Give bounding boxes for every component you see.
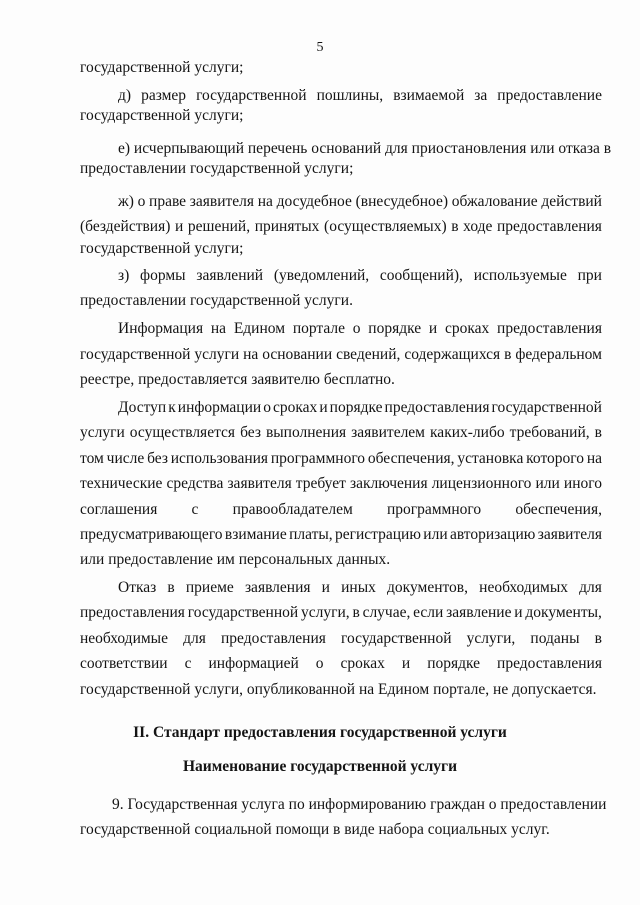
word: досудебное [276,193,352,210]
word: услуги [80,424,125,441]
text-line [80,654,602,674]
word: программного [270,450,366,467]
text-line [118,398,602,418]
text-line [80,474,602,494]
word: действий [541,193,602,210]
text-line [80,603,602,623]
word: сроках [272,399,318,416]
text-line: государственной услуги; [80,240,244,257]
word: услуги, [466,630,516,647]
word: предоставления [497,320,602,337]
word: о [137,193,146,210]
word: сообщений), [379,267,463,284]
word: установка [457,450,524,467]
word: осуществляется [129,424,236,441]
word: иного [563,475,602,492]
word: предоставления [497,655,602,672]
word: принятых [254,218,320,235]
word: Доступ [118,399,167,416]
word: основании [262,346,333,363]
word: необходимых [479,579,568,596]
word: и [174,218,184,235]
word: сведений, [336,346,401,363]
word: для [579,579,602,596]
text-line [80,449,602,469]
word: порядке [329,399,383,416]
text-line: предоставлении государственной услуги; [80,160,354,177]
word: и [514,604,523,621]
word: требований, [509,424,590,441]
word: ходе [463,218,493,235]
word: поданы [530,630,580,647]
word: государственной [491,399,602,416]
word: лицензионного [431,475,532,492]
text-line [118,319,602,339]
text-line [80,423,602,443]
text-line [80,525,602,545]
text-line [80,500,602,520]
word: к [168,399,176,416]
word: заявителя [537,526,602,543]
word: заявление [446,604,512,621]
word: сроках [444,320,490,337]
word: портале [292,320,345,337]
text-line [118,86,602,106]
word: за [474,87,488,104]
word: о [263,399,271,416]
word: Информация [118,320,204,337]
word: требует [295,475,346,492]
word: предоставления [220,630,326,647]
word: содержащихся [404,346,501,363]
word: заявителя [189,193,255,210]
word: документов, [387,579,469,596]
word: необходимые [80,630,168,647]
text-line: е) исчерпывающий перечень оснований для приостановления или отказа в [118,140,612,157]
word: каких-либо [430,424,505,441]
text-line: государственной услуги; [80,107,244,124]
word: решений, [187,218,251,235]
word: пошлины, [316,87,384,104]
text-line [80,629,602,649]
word: порядке [427,655,481,672]
word: предоставления [497,218,602,235]
word: в [594,424,602,441]
word: и [319,399,328,416]
word: иных [341,579,376,596]
word: и [428,320,438,337]
word: предусматривающего [80,526,223,543]
text-line: государственной услуги, опубликованной на Едином портале, не допускается. [80,681,597,698]
word: платы, [289,526,333,543]
word: (уведомлений, [273,267,370,284]
word: на [586,450,602,467]
word: используемые [473,267,567,284]
word: заявлений [196,267,264,284]
word: если [413,604,444,621]
word: авторизацию [449,526,536,543]
word: или [423,526,448,543]
word: с [191,501,199,518]
text-line [118,266,602,286]
word: информацией [208,655,299,672]
word: для [183,630,206,647]
word: заявления [244,579,311,596]
word: (бездействия) [80,218,171,235]
text-line: реестре, предоставляется заявителю бесплатно. [80,371,395,388]
word: правообладателем [232,501,353,518]
word: предоставление [497,87,602,104]
text-line: или предоставление им персональных данных. [80,551,391,568]
section-heading: II. Стандарт предоставления государственной услуги [133,724,507,741]
word: в [352,604,360,621]
word: или [535,475,560,492]
word: с [184,655,192,672]
word: государственной [80,346,191,363]
word: и [401,655,411,672]
word: обеспечения, [515,501,602,518]
word: услуги [194,346,240,363]
word: о [315,655,324,672]
word: предоставления [384,399,490,416]
word: Едином [233,320,286,337]
word: формы [140,267,186,284]
word: на [210,320,227,337]
section-heading: Наименование государственной услуги [183,758,457,775]
word: заключения [349,475,428,492]
word: на [257,193,273,210]
word: заявителя [227,475,292,492]
word: государственной [341,630,452,647]
text-line [80,217,602,237]
word: з) [118,267,130,284]
word: заявителем [351,424,425,441]
word: взимаемой [393,87,465,104]
word: д) [118,87,132,104]
word: в [451,218,459,235]
word: без [240,424,261,441]
word: размер [141,87,187,104]
word: федеральном [515,346,602,363]
word: регистрацию [335,526,421,543]
word: услуги, [300,604,350,621]
word: обжалование [451,193,538,210]
word: в [594,630,602,647]
word: числе [106,450,145,467]
word: порядке [368,320,422,337]
word: которого [526,450,584,467]
word: ж) [118,193,134,210]
word: без [147,450,168,467]
page-number: 5 [316,40,324,55]
word: Отказ [118,579,157,596]
word: в [504,346,512,363]
text-line: государственной социальной помощи в виде набора социальных услуг. [80,821,550,838]
text-line [118,578,602,598]
word: случае, [362,604,411,621]
word: приеме [185,579,234,596]
word: средства [166,475,224,492]
word: государственной [196,87,307,104]
word: в [167,579,175,596]
word: обеспечения, [367,450,455,467]
word: о [352,320,361,337]
word: праве [149,193,187,210]
word: государственной [187,604,299,621]
text-line: государственной услуги; [80,59,244,76]
text-line: 9. Государственная услуга по информированию граждан о предоставлении [112,796,607,813]
word: (осуществляемых) [324,218,447,235]
word: предоставления [80,604,185,621]
word: использования [170,450,269,467]
word: и [321,579,330,596]
word: том [80,450,104,467]
word: программного [386,501,482,518]
text-line: предоставлении государственной услуги. [80,292,353,309]
word: выполнения [265,424,347,441]
word: информации [177,399,262,416]
word: соглашения [80,501,158,518]
text-line [80,345,602,365]
word: (внесудебное) [355,193,449,210]
word: сроках [340,655,385,672]
word: технические [80,475,163,492]
text-line [118,192,602,212]
word: на [243,346,259,363]
word: взимание [224,526,287,543]
word: документы, [525,604,602,621]
word: соответствии [80,655,168,672]
word: при [577,267,602,284]
